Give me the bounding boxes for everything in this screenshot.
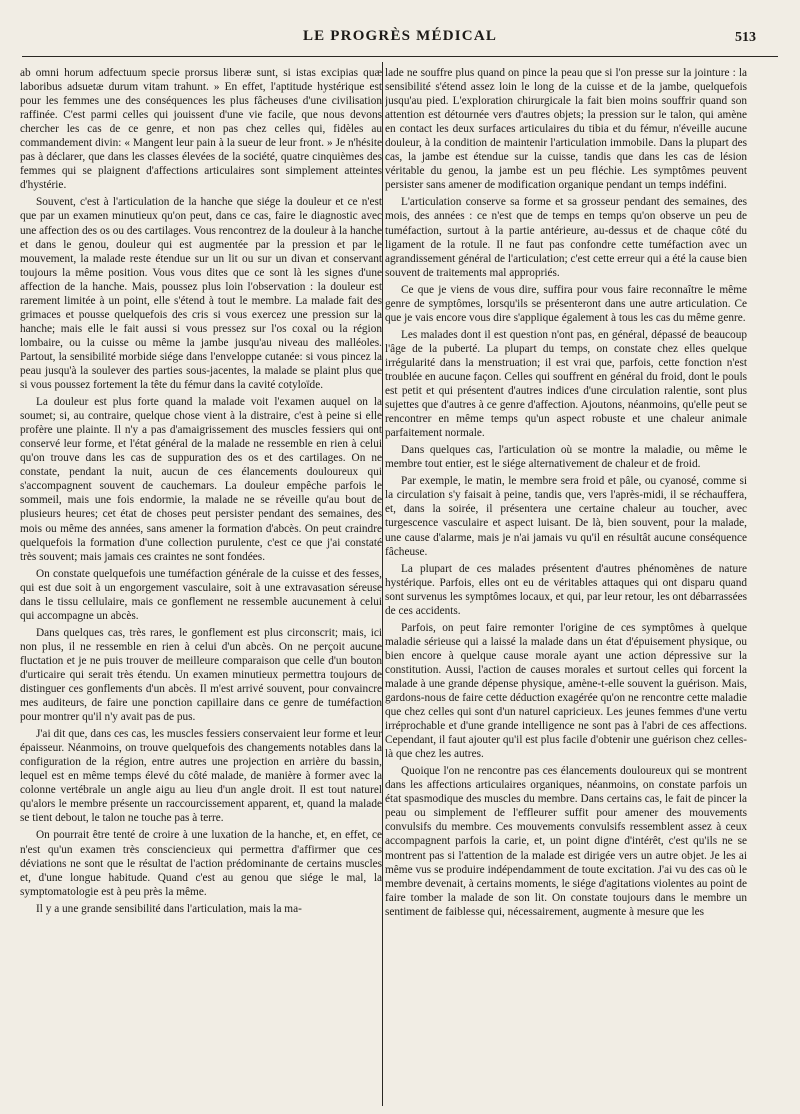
right-column (385, 66, 747, 1106)
page-number: 513 (735, 30, 756, 45)
paragraph: La plupart de ces malades présentent d'autres phénomènes de nature hystérique. Parfois, elles ont eu de véritables attaques qui ont disparu quand sont survenus les symptômes locaux, et qui, par leur retour, les ont débarrassées de ces accidents. (385, 562, 747, 617)
column-divider (382, 62, 383, 1106)
paragraph: Ce que je viens de vous dire, suffira pour vous faire reconnaître le même genre de symptômes, lorsqu'ils se présenteront dans une autre articulation. Ce que je vais encore vous dire s'applique également à tous les cas du même genre. (385, 283, 747, 324)
paragraph: J'ai dit que, dans ces cas, les muscles fessiers conservaient leur forme et leur épaisseur. Néanmoins, on trouve quelquefois des changements notables dans la configuration de la région, entre autres une projection en arrière du bassin, lequel est en même temps élevé du côté malade, de manière à former avec la colonne vertébrale un angle aigu au lieu d'un angle droit. Il est tout naturel qu'alors le membre présente un raccourcissement apparent, et, quand la malade se tient debout, le talon ne touche pas à terre. (20, 728, 382, 825)
paragraph: Il y a une grande sensibilité dans l'articulation, mais la ma- (36, 902, 302, 915)
running-title: LE PROGRÈS MÉDICAL (302, 28, 498, 44)
paragraph: Souvent, c'est à l'articulation de la hanche que siége la douleur et ce n'est que par un examen minutieux qu'on peut, dans ce cas, faire le diagnostic avec une affection des os ou des cartilages. Vous rencontrez de la douleur à la hanche et dans le genou, douleur qui est augmentée par la pression et par le mouvement, la malade reste étendue sur un lit ou sur un divan et conservant toujours la même position. Vous vous dites que ce sont là les signes d'une affection de la hanche. Mais, poussez plus loin l'observation : la douleur est rarement limitée à un point, elle s'étend à tout le membre. La malade fait des grimaces et pousse quelquefois des cris si vous exercez une pression sur la hanche; mais elle le fait aussi si vous pressez sur l'os coxal ou la région lombaire, ou la cuisse ou même la jambe jusqu'au niveau des malléoles. Partout, la sensibilité morbide siége dans l'enveloppe cutanée: si vous pincez la peau jusqu'à la soulever des parties sous-jacentes, la malade se plaint plus que si vous poussez fortement la tête du fémur dans la cavité cotyloïde. (20, 196, 382, 392)
left-column (20, 66, 382, 1106)
paragraph: ab omni horum adfectuum specie prorsus liberæ sunt, si istas excipias quæ laboribus adsuetæ durum vitam trahunt. » En effet, l'aptitude hystérique est pour les femmes une des conséquences les plus fâcheuses d'une civilisation raffinée. C'est parmi celles qui jouissent d'une vie facile, que nous devons chercher les cas de ce genre, et non pas chez celles qui, fidèles au commandement divin: « Mangent leur pain à la sueur de leur front. » Je n'hésite pas à déclarer, que dans les classes élevées de la société, quatre cinquièmes des femmes qui se plaignent d'affections articulaires sont simplement atteintes d'hystérie. (20, 67, 382, 192)
paragraph: Les malades dont il est question n'ont pas, en général, dépassé de beaucoup l'âge de la puberté. La plupart du temps, on constate chez elles quelque irrégularité dans la menstruation; il est vrai que, parfois, cette fonction n'est troublée en aucune façon. Celles qui souffrent en général du froid, dont le pouls est petit et qui présentent d'autres indices d'une circulation ralentie, sont plus sujettes que d'autres à ce genre d'affection. Ajoutons, néanmoins, qu'elle peut se rencontrer en même temps qu'un aspect robuste et une chaleur animale parfaitement normale. (385, 328, 747, 440)
paragraph: L'articulation conserve sa forme et sa grosseur pendant des semaines, des mois, des années : ce n'est que de temps en temps qu'on observe un peu de tuméfaction, surtout à la partie antérieure, au-dessus et de chaque côté du ligament de la rotule. Il ne faut pas confondre cette tuméfaction avec un agrandissement général de l'articulation; c'est cette erreur qui a été la cause bien souvent de traitements mal appropriés. (385, 196, 747, 279)
page-header (0, 0, 800, 60)
paragraph: Parfois, on peut faire remonter l'origine de ces symptômes à quelque maladie sérieuse qui a laissé la malade dans un état d'épuisement physique, ou bien encore à quelque cause morale ayant une action dépressive sur la constitution. Aussi, l'action de causes morales et surtout celles qui forcent la malade à une grande dépense physique, amène-t-elle souvent la guérison. Mais, gardons-nous de faire cette déduction exagérée qu'on ne rencontre cette maladie que chez celles qui sont d'un naturel capricieux. Les jeunes femmes d'une vertu irréprochable et d'une grande intelligence ne sont pas à l'abri de ces affections. Cependant, il faut ajouter qu'il est plus facile d'obtenir une guérison chez celles-là que chez les autres. (385, 621, 747, 761)
paragraph: Quoique l'on ne rencontre pas ces élancements douloureux qui se montrent dans les affections articulaires organiques, néanmoins, on constate parfois un état spasmodique des muscles du membre. Dans certains cas, le fait de pincer la peau ou simplement de l'effleurer suffit pour amener des mouvements convulsifs du membre. Ces mouvements convulsifs ressemblent assez à ceux accompagnent parfois la carie, et, un point digne d'intérêt, c'est qu'ils ne se montrent pas si l'attention de la malade est dirigée vers un autre objet. Je les ai même vus se produire indépendamment de toute excitation. J'ai vu des cas où le membre devenait, à certains moments, le siége d'agitations violentes au point de faire tomber la malade de son lit. On constate toujours dans le membre un sentiment de faiblesse qui, nécessairement, augmente à mesure que les (385, 765, 747, 918)
paragraph: Dans quelques cas, très rares, le gonflement est plus circonscrit; mais, ici non plus, il ne ressemble en rien à celui d'un abcès. On ne perçoit aucune fluctation et je ne puis trouver de meilleure comparaison que celle d'un bouton d'urticaire qui serait très étendu. Un examen minutieux permettra toujours de distinguer ces gonflements d'un abcès. Il m'est arrivé souvent, pour convaincre mes auditeurs, de faire une ponction capillaire dans ce genre de tuméfaction pour montrer qu'il n'y avait pas de pus. (20, 626, 382, 724)
header-rule (22, 56, 778, 57)
paragraph: lade ne souffre plus quand on pince la peau que si l'on presse sur la jointure : la sensibilité s'étend assez loin le long de la cuisse et de la jambe, quelquefois jusqu'au pied. L'exploration chirurgicale la fait bien moins souffrir quand son attention est détournée vers d'autres objets; la pression sur le talon, qui amène en contact les deux surfaces articulaires du tibia et du fémur, n'éveille aucune douleur, à la condition de maintenir l'articulation immobile. Dans la plupart des cas, la jambe est étendue sur la cuisse, tandis que dans les cas de lésion véritable du genou, la jambe est un peu fléchie. Les symptômes peuvent persister sans amener de modification organique pendant un temps indéfini. (385, 67, 747, 192)
paragraph: La douleur est plus forte quand la malade voit l'examen auquel on la soumet; si, au contraire, quelque chose vient à la distraire, c'est à peine si elle profère une plainte. Il n'y a pas d'amaigrissement des muscles fessiers qui ont conservé leur forme, et l'état général de la malade ne ressemble en rien à celui qu'on trouve dans les cas de suppuration des os et des cartilages. On ne constate, pendant la nuit, aucun de ces élancements douloureux qui s'accompagnent souvent de cauchemars. La douleur empêche parfois le sommeil, mais une fois endormie, la malade ne se réveille qu'au bout de plusieurs heures; cet état de choses peut persister pendant des semaines, des mois ou même des années, sans amener la formation d'abcès. On peut craindre quelquefois la formation d'une collection purulente, c'est ce que j'ai constaté très souvent; mais jamais ces craintes ne sont fondées. (20, 396, 382, 563)
paragraph: Par exemple, le matin, le membre sera froid et pâle, ou cyanosé, comme si la circulation s'y faisait à peine, tandis que, vers l'après-midi, il se réchauffera, et, dans la soirée, il présentera une certaine chaleur au toucher, avec turgescence vasculaire et aspect luisant. De là, bien souvent, pour la malade, une cause d'alarme, mais je n'ai jamais vu qu'il en résultât aucune conséquence fâcheuse. (385, 475, 747, 558)
paragraph: On constate quelquefois une tuméfaction générale de la cuisse et des fesses, qui est due soit à un engorgement vasculaire, soit à une extravasation séreuse dans le tissu cellulaire, mais ce gonflement ne ressemble aucunement à celui qui accompagne un abcès. (20, 567, 382, 622)
paragraph: Dans quelques cas, l'articulation où se montre la maladie, ou même le membre tout entier, est le siége alternativement de chaleur et de froid. (385, 444, 747, 471)
paragraph: On pourrait être tenté de croire à une luxation de la hanche, et, en effet, ce n'est qu'un examen très consciencieux qui permettra d'affirmer que ces déviations ne sont que le résultat de l'action prédominante de certains muscles et, d'une longue habitude. Quand c'est au genou que siége le mal, la symptomatologie est à peu près la même. (20, 829, 382, 898)
